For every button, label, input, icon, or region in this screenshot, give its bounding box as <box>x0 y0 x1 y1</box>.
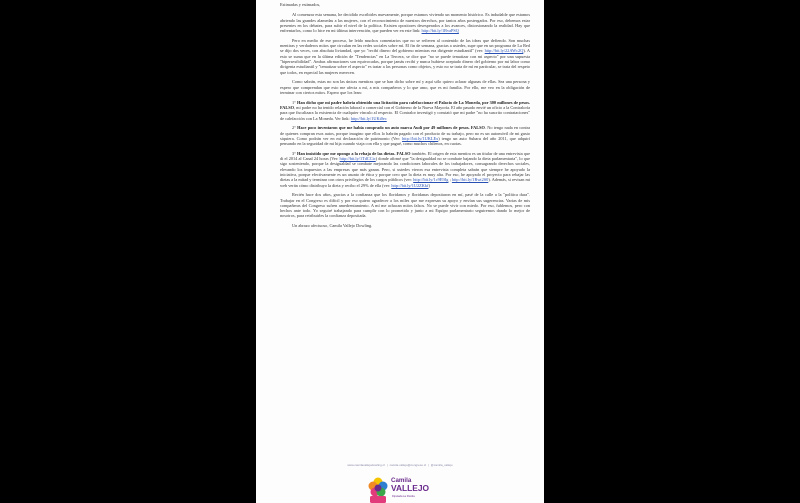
paragraph-1-text: Al comenzar esta semana, he decidido escribirles nuevamente, porque estamos viviendo un momento histórico. Es indudable que estamos abriendo las grandes alamedas a las mujeres, con el reconocimiento de nuestros derechos, por tantos años postergados. Por eso, debemos estar presentes en los debates, para subir el nivel de la política. Existen opositores desesperados a los avances, distorsionando la realidad. Hay que enfrentarlos, como lo hice en mi última intervención, que pueden ver en este link: <box>280 12 530 34</box>
point-1-number: 1° <box>292 99 296 105</box>
point-1 <box>280 100 530 121</box>
link-dieta[interactable]: http://bit.ly/1U2ZKkf <box>391 182 429 188</box>
logo-name-first: Camila <box>391 477 412 484</box>
point-3-title: Han insistido que me opongo a la rebaja de las dietas. <box>297 150 396 156</box>
point-3-body-b: ) donde afirmé que "la desigualdad no se combate bajando la dieta parlamentaria", lo que sigo sosteniendo, porque la desigualdad se combate mejorando las condiciones laborales de los trabajadores, consagrando derechos sociales, elevando los impuestos a las empresas que más ganan. Pero, si ustedes vieron esa entrevista completa sabrán que siempre he apoyado la iniciativa, porque efectivamente es un asunto de ética y porque creo que la dieta es muy alta. Por eso, he apoyado el proyecto para rebajar las dietas a la mitad y terminar con otros privilegios de los cargos públicos (ver: <box>280 156 530 183</box>
letter-body <box>280 2 530 233</box>
point-2-falso: FALSO <box>470 125 485 131</box>
flower-center <box>375 485 382 492</box>
campaign-logo <box>366 472 436 503</box>
paragraph-2-text-a: Pero en medio de ese proceso, he leído muchos comentarios que no se refieren al contenido de las ideas que defiendo. Son muchas mentiras y verdaderos mitos que circulan en las redes sociales sobre mí. El fin de semana, gracias a ustedes, supe que en un programa de La Red se dijo dos veces, con absoluta liviandad, que yo "recibí dinero del gobierno mientras era dirigente estudiantil" (ver: <box>280 37 530 54</box>
point-3-body-a: también. El origen de esta mentira es un titular de una entrevista que di el 2014 al Canal 24 horas (Ver: <box>280 150 530 162</box>
letter-closing: Un abrazo afectuoso, Camila Vallejo Dowling. <box>292 223 373 229</box>
point-3-body-c: ). Además, si revisan mi web verán cómo distribuyo la dieta y recibo el 29% de ella (ver: <box>280 177 531 188</box>
link-intervention[interactable]: http://bit.ly/1RvaPSQ <box>421 28 459 34</box>
link-proyecto-1[interactable]: http://bit.ly/1c9E9Jg <box>413 177 449 183</box>
footer-email[interactable]: camila.vallejo@congreso.cl <box>389 463 427 467</box>
point-2-body-b: ) tengo un auto Subaru del año 2011, que adquirí pensando en la seguridad de mi hija cuando viaja con ella y que pagué, como muchos chilenos, en cuotas. <box>280 135 531 147</box>
footer-contacts: www.camilavallejodowling.cl | camila.vallejo@congreso.cl | @camila_vallejo <box>347 463 453 467</box>
letter-greeting: Estimadas y estimados, <box>280 2 321 7</box>
paragraph-3: Como sabrán, estas no son las únicas mentiras que se han dicho sobre mí y aquí sólo quiero aclarar algunas de ellas. Sea una persona y espero que comprendan que esto me afecta a mí, a mis compañeros y lo que amo, que es mi familia. Por ello, me veo en la obligación de terminar con ciertos mitos. Espero que los lean: <box>280 79 530 95</box>
point-2 <box>280 125 530 146</box>
paragraph-1 <box>280 12 530 33</box>
point-1-falso: FALSO <box>280 104 295 110</box>
point-1-title: Han dicho que mi padre habría obtenido una licitación para calefaccionar el Palacio de La Moneda, por 300 millones de pesos. <box>297 99 530 105</box>
point-2-body-a: . No tengo nada en contra de quienes compran esos autos, porque imagino que ellos lo habrán pagado con el producto de su trabajo, pero no es un automóvil de mi gusto siquiera. Como podrán ver en mi declaración de patrimonio (Ver: <box>280 125 530 141</box>
link-contraloria[interactable]: http://bit.ly/1UKt0ec <box>350 115 387 121</box>
link-la-red[interactable]: http://bit.ly/22AWc2Q <box>484 48 524 54</box>
paragraph-4: Recién hace dos años, gracias a la confianza que los floridanos y floridanas depositaron en mí, pasé de la calle a la "política dura". Trabajar en el Congreso es difícil y por eso quiero agradecer a los miles que me expresan su apoyo y envían sus sugerencias. Varias de mis compañeras del Congreso sufren amedrentamiento. A mí me achacan mitos falsos. No se puede vivir con miedo. Por eso, fuhlemos, pero con hechos ante todo. Yo seguiré trabajando para cumplir con lo prometido y junto a mi Equipo parlamentario seguiremos dando lo mejor de nosotros, para retribuirles la confianza depositada. <box>280 192 530 219</box>
point-3-falso: FALSO <box>396 150 411 156</box>
footer-website[interactable]: www.camilavallejodowling.cl <box>347 463 385 467</box>
point-2-number: 2° <box>292 125 296 131</box>
paragraph-2-text-b: ). A esto se suma que en la última edición de "Tendencias" en La Tercera, se dice que "no se puede tematizar con mi aspecto" por una supuesta "hipersexibilidad". Ambas afirmaciones son equivocadas, porque jamás recibí y nunca hubiese aceptado dinero del gobierno por mi labor como dirigenta estudiantil y "tematizar sobre el aspecto" es tratar a las personas como objetos, y esto no se trata de mí en particular, se trata del respeto que todos, en especial las mujeres merecen. <box>280 48 530 75</box>
point-3-number: 3° <box>292 150 296 156</box>
document-page <box>256 0 544 503</box>
logo-name-last: VALLEJO <box>391 483 430 493</box>
point-3-separator: ; <box>449 177 451 183</box>
point-3 <box>280 151 530 188</box>
logo-tagline: Diputada La Florida <box>392 495 415 498</box>
flower-base <box>370 496 386 503</box>
point-1-body: , mi padre no ha tenido relación laboral o comercial con el Gobierno de la Nueva Mayoría. El año pasado envié un oficio a la Contraloría para que fiscalizara la existencia de cualquier vínculo al respecto. El Contralor investigó y constató que mi padre "no ha suscrito contrataciones" de calefacción con La Moneda. Ver link: <box>280 104 530 121</box>
link-entrevista[interactable]: http://bit.ly/1TdCCtc <box>339 156 376 162</box>
point-3-body-d: ) <box>428 182 430 188</box>
point-2-title: Hace poco inventaron que me había comprado un auto marca Audi por 49 millones de pesos. <box>297 125 470 131</box>
paragraph-2 <box>280 38 530 75</box>
flower-icon <box>369 478 388 503</box>
link-proyecto-2[interactable]: http://bit.ly/1Rwt2S0 <box>451 177 489 183</box>
footer-twitter[interactable]: @camila_vallejo <box>430 463 453 467</box>
link-patrimonio[interactable]: http://bit.ly/1UKLEx <box>402 135 439 141</box>
